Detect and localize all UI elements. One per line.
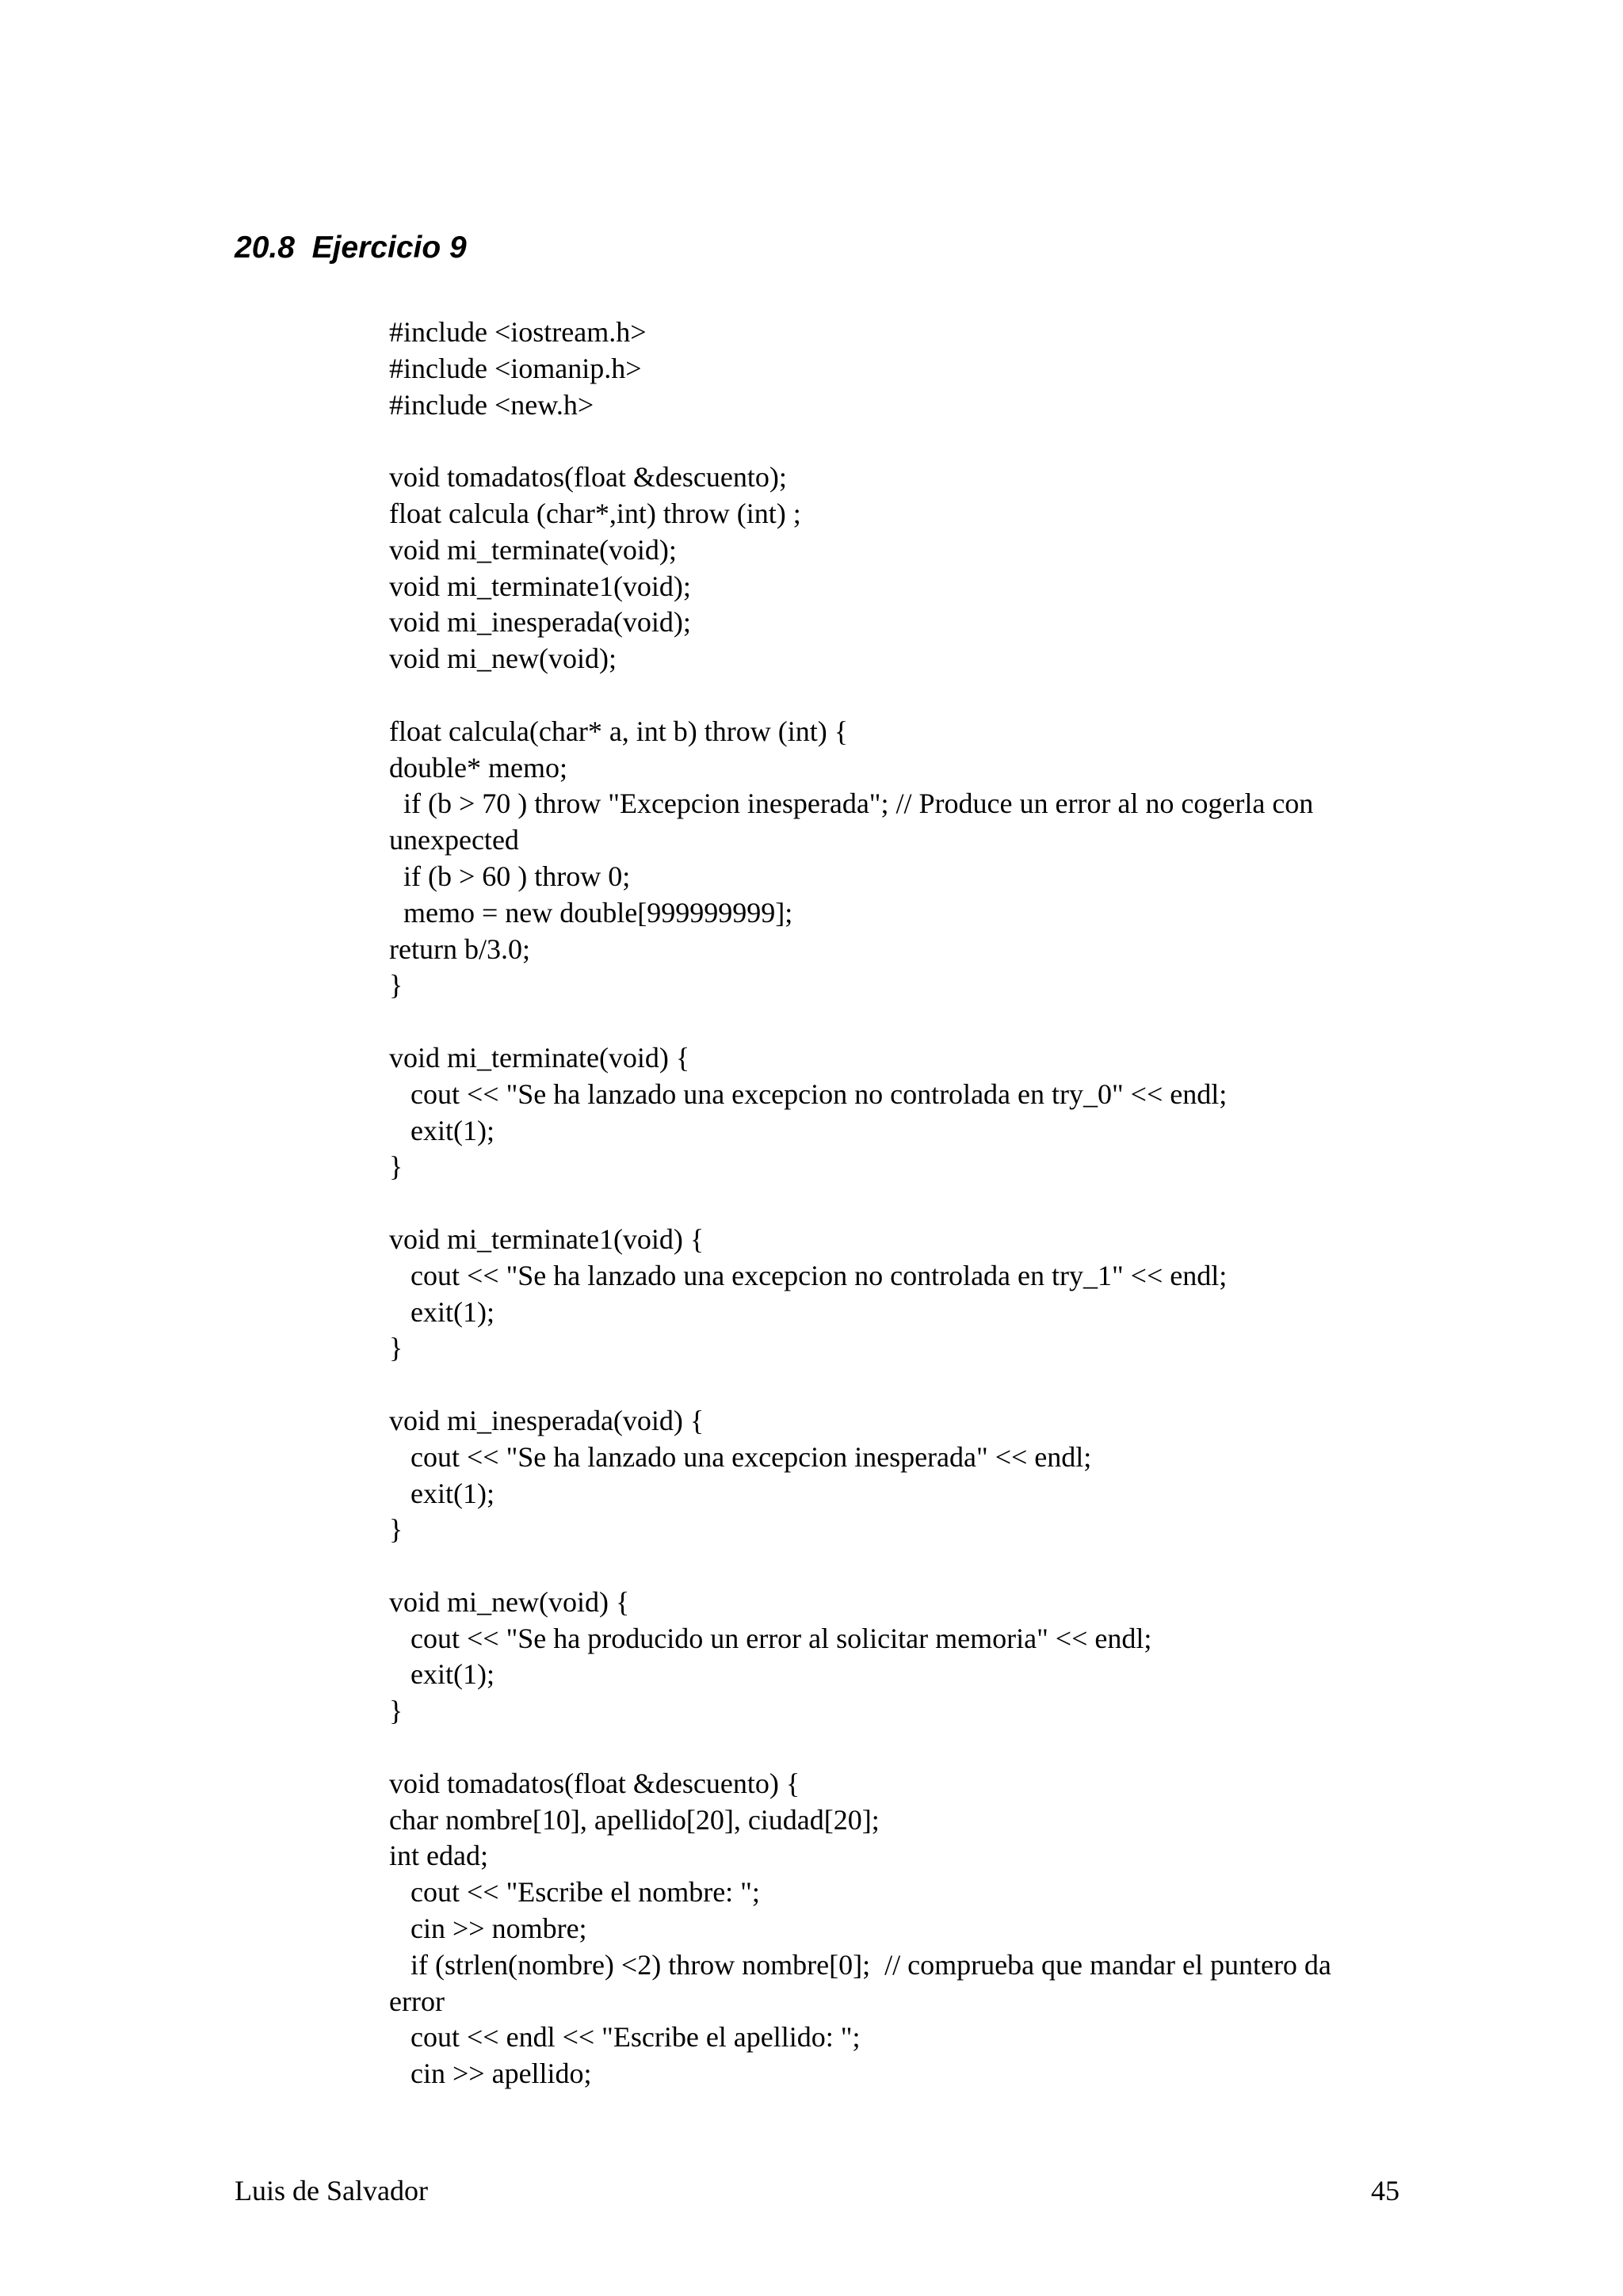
code-line: char nombre[10], apellido[20], ciudad[20]; <box>389 1803 880 1836</box>
footer-author: Luis de Salvador <box>235 2175 428 2206</box>
code-line: void mi_new(void) { <box>389 1585 630 1618</box>
code-line <box>389 1548 1419 1585</box>
code-line <box>389 677 1419 714</box>
code-line: void mi_terminate(void) { <box>389 1041 690 1074</box>
code-line: if (b > 70 ) throw "Excepcion inesperada"; // Produce un error al no cogerla con <box>389 788 1314 820</box>
code-line: void mi_inesperada(void); <box>389 606 691 639</box>
code-line: exit(1); <box>389 1114 495 1146</box>
code-line: } <box>389 1695 403 1727</box>
code-line: unexpected <box>389 824 519 856</box>
code-line: cout << "Se ha lanzado una excepcion no controlada en try_0" << endl; <box>389 1077 1228 1110</box>
code-line: cout << "Se ha producido un error al solicitar memoria" << endl; <box>389 1622 1152 1654</box>
code-line: } <box>389 1332 403 1364</box>
code-line: int edad; <box>389 1840 488 1872</box>
code-line: void mi_terminate1(void); <box>389 570 691 602</box>
code-line: cout << "Se ha lanzado una excepcion inesperada" << endl; <box>389 1440 1092 1473</box>
code-line: } <box>389 1150 403 1183</box>
code-line: memo = new double[999999999]; <box>389 896 793 929</box>
code-line <box>389 1185 1419 1222</box>
code-listing <box>389 315 1419 2092</box>
code-line: cin >> apellido; <box>389 2058 592 2090</box>
section-title: 20.8 Ejercicio 9 <box>235 231 467 265</box>
code-line: error <box>389 1985 445 2017</box>
code-line <box>389 1367 1419 1403</box>
code-line: #include <new.h> <box>389 388 594 421</box>
page-number: 45 <box>1371 2175 1400 2206</box>
code-line: exit(1); <box>389 1295 495 1328</box>
code-line <box>389 423 1419 460</box>
code-line: } <box>389 1513 403 1546</box>
code-line: cin >> nombre; <box>389 1913 587 1945</box>
code-line: float calcula (char*,int) throw (int) ; <box>389 497 801 529</box>
code-line: cout << "Se ha lanzado una excepcion no controlada en try_1" << endl; <box>389 1259 1228 1291</box>
code-line: return b/3.0; <box>389 933 530 965</box>
code-line: if (b > 60 ) throw 0; <box>389 860 631 892</box>
code-line: double* memo; <box>389 751 567 784</box>
code-line: float calcula(char* a, int b) throw (int) { <box>389 715 849 747</box>
code-line: void mi_inesperada(void) { <box>389 1404 705 1436</box>
code-line: exit(1); <box>389 1658 495 1691</box>
code-line: void mi_terminate1(void) { <box>389 1222 705 1255</box>
code-line: cout << "Escribe el nombre: "; <box>389 1876 760 1909</box>
code-line: exit(1); <box>389 1477 495 1509</box>
code-line: void tomadatos(float &descuento); <box>389 461 787 494</box>
code-line: if (strlen(nombre) <2) throw nombre[0]; // comprueba que mandar el puntero da <box>389 1948 1331 1981</box>
code-line: void mi_new(void); <box>389 643 617 675</box>
code-line <box>389 1730 1419 1766</box>
code-line <box>389 1004 1419 1040</box>
code-line: #include <iostream.h> <box>389 316 647 348</box>
code-line: } <box>389 969 403 1001</box>
code-line: void tomadatos(float &descuento) { <box>389 1767 800 1799</box>
code-line: void mi_terminate(void); <box>389 533 677 566</box>
code-line: cout << endl << "Escribe el apellido: "; <box>389 2021 861 2054</box>
code-line: #include <iomanip.h> <box>389 352 642 384</box>
